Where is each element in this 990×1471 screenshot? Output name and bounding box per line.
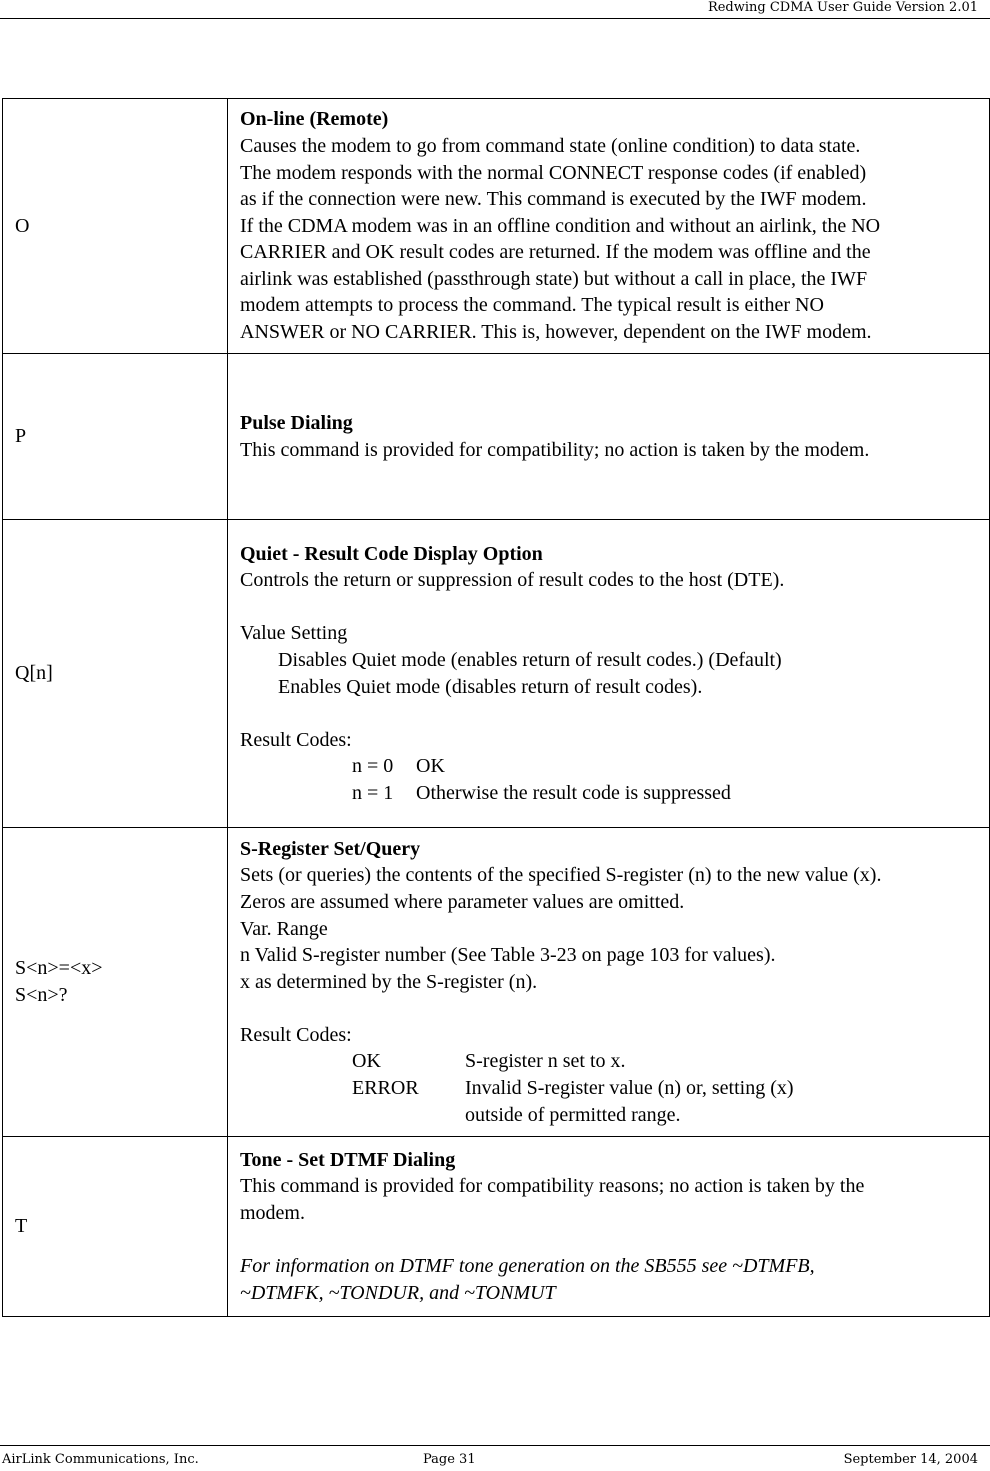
description-line: modem. bbox=[240, 1201, 305, 1224]
command-o: O bbox=[15, 214, 30, 237]
document-title: Redwing CDMA User Guide Version 2.01 bbox=[707, 0, 978, 15]
description-line: Var. Range bbox=[240, 917, 328, 940]
result-code-value: Otherwise the result code is suppressed bbox=[416, 781, 731, 804]
result-code-key: ERROR bbox=[352, 1077, 419, 1100]
command-table bbox=[2, 98, 990, 1317]
footer-company: AirLink Communications, Inc. bbox=[2, 1452, 199, 1467]
result-code-key: n = 0 bbox=[352, 755, 394, 778]
command-q: Q[n] bbox=[15, 662, 53, 685]
table-row bbox=[3, 520, 990, 828]
blank-line bbox=[240, 594, 987, 621]
description-line: modem attempts to process the command. The typical result is either NO bbox=[240, 294, 824, 317]
result-code-row bbox=[240, 753, 987, 780]
result-code-continuation: outside of permitted range. bbox=[465, 1103, 681, 1126]
command-name bbox=[3, 354, 228, 520]
result-code-row bbox=[240, 1075, 987, 1102]
command-title: Quiet - Result Code Display Option bbox=[240, 542, 543, 565]
description-line: x as determined by the S-register (n). bbox=[240, 970, 538, 993]
result-code-row bbox=[240, 1048, 987, 1075]
description-line: Sets (or queries) the contents of the specified S-register (n) to the new value (x). bbox=[240, 864, 882, 887]
command-s-set: S<n>=<x> bbox=[15, 957, 103, 980]
result-code-value: Invalid S-register value (n) or, setting (x) bbox=[465, 1077, 794, 1100]
result-code-value: OK bbox=[416, 755, 445, 778]
description-line: as if the connection were new. This command is executed by the IWF modem. bbox=[240, 188, 867, 211]
description-line: Controls the return or suppression of result codes to the host (DTE). bbox=[240, 569, 785, 592]
table-row bbox=[3, 1137, 990, 1317]
page-header bbox=[0, 0, 990, 19]
command-title: S-Register Set/Query bbox=[240, 837, 421, 860]
result-codes-header: Result Codes: bbox=[240, 1023, 352, 1046]
command-title: Pulse Dialing bbox=[240, 411, 353, 434]
value-line: Disables Quiet mode (enables return of result codes.) (Default) bbox=[278, 648, 782, 671]
command-s-query: S<n>? bbox=[15, 984, 68, 1006]
page-footer bbox=[0, 1445, 990, 1471]
command-name bbox=[3, 99, 228, 354]
result-codes-header: Result Codes: bbox=[240, 728, 352, 751]
command-t: T bbox=[15, 1215, 28, 1238]
result-code-key: n = 1 bbox=[352, 781, 394, 804]
blank-line bbox=[240, 700, 987, 727]
command-title: On-line (Remote) bbox=[240, 108, 389, 131]
command-title: Tone - Set DTMF Dialing bbox=[240, 1148, 456, 1171]
command-description bbox=[228, 828, 990, 1137]
description-line: This command is provided for compatibility; no action is taken by the modem. bbox=[240, 438, 870, 461]
blank-line bbox=[240, 1227, 987, 1254]
command-name bbox=[3, 520, 228, 828]
blank-line bbox=[240, 995, 987, 1022]
footer-page-number: Page 31 bbox=[423, 1452, 476, 1467]
value-setting-header: Value Setting bbox=[240, 622, 348, 645]
result-code-key: OK bbox=[352, 1050, 381, 1073]
description-line: The modem responds with the normal CONNECT response codes (if enabled) bbox=[240, 161, 867, 184]
footer-date: September 14, 2004 bbox=[843, 1452, 978, 1467]
description-line: Zeros are assumed where parameter values are omitted. bbox=[240, 890, 685, 913]
description-line: CARRIER and OK result codes are returned. If the modem was offline and the bbox=[240, 241, 871, 264]
result-code-value: S-register n set to x. bbox=[465, 1050, 626, 1073]
description-line: airlink was established (passthrough state) but without a call in place, the IWF bbox=[240, 267, 868, 290]
description-line: n Valid S-register number (See Table 3-23 on page 103 for values). bbox=[240, 944, 776, 967]
table-row bbox=[3, 828, 990, 1137]
table-row bbox=[3, 354, 990, 520]
command-name bbox=[3, 1137, 228, 1317]
command-description bbox=[228, 1137, 990, 1317]
description-line: Causes the modem to go from command state (online condition) to data state. bbox=[240, 134, 861, 157]
result-code-row bbox=[240, 780, 987, 807]
dtmf-note-line: For information on DTMF tone generation on the SB555 see ~DTMFB, bbox=[240, 1255, 815, 1278]
command-p: P bbox=[15, 425, 27, 448]
table-row bbox=[3, 99, 990, 354]
description-line: ANSWER or NO CARRIER. This is, however, dependent on the IWF modem. bbox=[240, 321, 872, 344]
dtmf-note-line: ~DTMFK, ~TONDUR, and ~TONMUT bbox=[240, 1281, 556, 1304]
value-line: Enables Quiet mode (disables return of result codes). bbox=[278, 675, 703, 698]
description-line: This command is provided for compatibility reasons; no action is taken by the bbox=[240, 1175, 865, 1198]
command-description bbox=[228, 99, 990, 354]
command-description bbox=[228, 354, 990, 520]
command-description bbox=[228, 520, 990, 828]
description-line: If the CDMA modem was in an offline condition and without an airlink, the NO bbox=[240, 214, 881, 237]
command-name bbox=[3, 828, 228, 1137]
